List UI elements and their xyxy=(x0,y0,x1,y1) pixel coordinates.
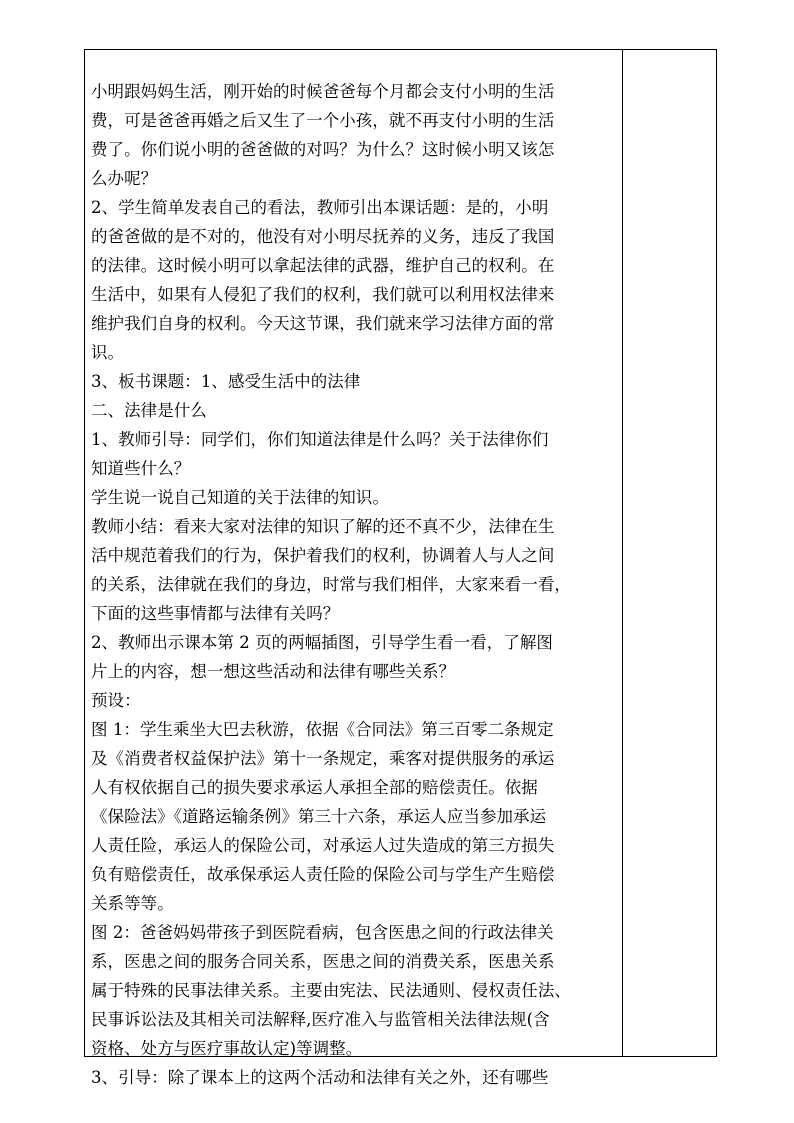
text-line: 费，可是爸爸再婚之后又生了一个小孩，就不再支付小明的生活 xyxy=(91,111,555,130)
text-line: 负有赔偿责任，故承保承运人责任险的保险公司与学生产生赔偿 xyxy=(91,865,555,884)
text-line: 图 1：学生乘坐大巴去秋游，依据《合同法》第三百零二条规定 xyxy=(91,720,554,739)
text-line: 学生说一说自己知道的关于法律的知识。 xyxy=(91,488,389,507)
text-line: 资格、处方与医疗事故认定)等调整。 xyxy=(91,1039,363,1058)
notes-cell xyxy=(623,50,716,1056)
text-line: 小明跟妈妈生活，刚开始的时候爸爸每个月都会支付小明的生活 xyxy=(91,82,555,101)
text-line: 知道些什么？ xyxy=(91,459,191,478)
text-line: 预设： xyxy=(91,691,141,710)
text-line: 人有权依据自己的损失要求承运人承担全部的赔偿责任。依据 xyxy=(91,778,538,797)
text-line: 及《消费者权益保护法》第十一条规定，乘客对提供服务的承运 xyxy=(91,749,555,768)
text-line: 关系等等。 xyxy=(91,894,174,913)
text-line: 生活中，如果有人侵犯了我们的权利，我们就可以利用权法律来 xyxy=(91,285,555,304)
text-line: 的法律。这时候小明可以拿起法律的武器，维护自己的权利。在 xyxy=(91,256,555,275)
text-line: 片上的内容，想一想这些活动和法律有哪些关系？ xyxy=(91,662,456,681)
text-line: 维护我们自身的权利。今天这节课，我们就来学习法律方面的常 xyxy=(91,314,555,333)
text-line: 1、教师引导：同学们，你们知道法律是什么吗？关于法律你们 xyxy=(91,430,549,449)
text-line: 么办呢？ xyxy=(91,169,158,188)
text-line: 民事诉讼法及其相关司法解释,医疗准入与监管相关法律法规(含 xyxy=(91,1010,550,1029)
text-line: 3、板书课题：1、感受生活中的法律 xyxy=(91,372,361,391)
lesson-table xyxy=(84,49,717,1087)
text-line: 图 2：爸爸妈妈带孩子到医院看病，包含医患之间的行政法律关 xyxy=(91,923,554,942)
lesson-content-cell xyxy=(91,77,619,1092)
text-line: 属于特殊的民事法律关系。主要由宪法、民法通则、侵权责任法、 xyxy=(91,981,571,1000)
text-line: 活中规范着我们的行为，保护着我们的权利，协调着人与人之间 xyxy=(91,546,555,565)
text-line: 费了。你们说小明的爸爸做的对吗？为什么？这时候小明又该怎 xyxy=(91,140,555,159)
text-line: 识。 xyxy=(91,343,125,362)
text-line: 教师小结：看来大家对法律的知识了解的还不真不少，法律在生 xyxy=(91,517,555,536)
text-line: 下面的这些事情都与法律有关吗？ xyxy=(91,604,340,623)
text-line: 3、引导：除了课本上的这两个活动和法律有关之外，还有哪些 xyxy=(91,1068,549,1087)
text-line: 的爸爸做的是不对的，他没有对小明尽抚养的义务，违反了我国 xyxy=(91,227,555,246)
text-line: 人责任险，承运人的保险公司，对承运人过失造成的第三方损失 xyxy=(91,836,555,855)
text-line: 2、教师出示课本第 2 页的两幅插图，引导学生看一看，了解图 xyxy=(91,633,553,652)
text-line: 《保险法》《道路运输条例》第三十六条，承运人应当参加承运 xyxy=(91,807,547,826)
text-line: 二、法律是什么 xyxy=(91,401,207,420)
text-line: 系，医患之间的服务合同关系，医患之间的消费关系，医患关系 xyxy=(91,952,555,971)
text-line: 2、学生简单发表自己的看法，教师引出本课话题：是的，小明 xyxy=(91,198,549,217)
text-line: 的关系，法律就在我们的身边，时常与我们相伴，大家来看一看， xyxy=(91,575,571,594)
